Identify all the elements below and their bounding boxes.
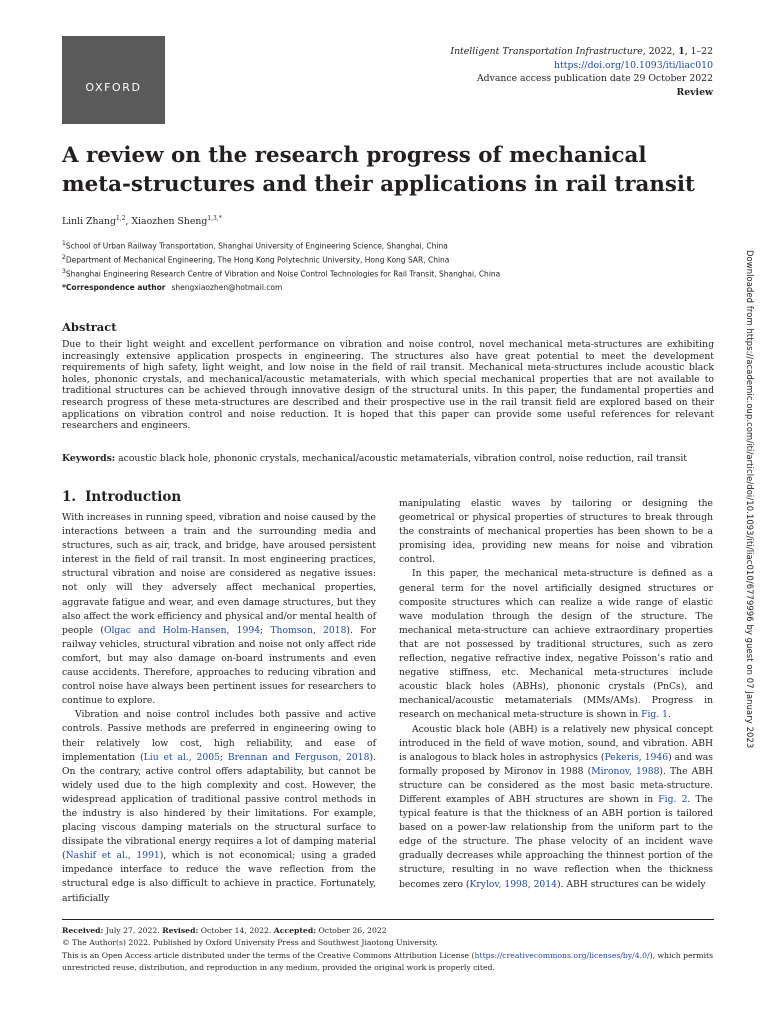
oxford-logo <box>62 36 165 124</box>
section-number: 1. <box>62 489 77 505</box>
paragraph: With increases in running speed, vibration and noise caused by the interactions between a train and the surrounding media and structures, such as air, track, and bridge, have aroused persistent interest in the field of rail transit. In most engineering practices, structural vibration and noise are considered as negative issues: not only will they adversely affect mechanical properties, aggravate fatigue and wear, and even damage structures, but they also affect the work efficiency and physical and/or mental health of people (Olgac and Holm-Hansen, 1994; Thomson, 2018). For railway vehicles, structural vibration and noise not only affect ride comfort, but may also damage on-board instruments and even cause accidents. Therefore, approaches to reducing vibration and control noise have always been pertinent issues for researchers to continue to explore. <box>62 512 376 707</box>
paragraph: In this paper, the mechanical meta-structure is defined as a general term for the novel artificially designed structures or composite structures which can realize a wide range of elastic wave modulation through the design of the structure. The mechanical meta-structure can achieve extraordinary properties that are not possessed by traditional structures, such as zero reflection, negative refractive index, negative Poisson’s ratio and negative stiffness, etc. Mechanical meta-structures include acoustic black holes (ABHs), phononic crystals (PnCs), and mechanical/acoustic metamaterials (MMs/AMs). Progress in research on mechanical meta-structure is shown in Fig. 1. <box>399 568 713 721</box>
journal-name: Intelligent Transportation Infrastructure <box>450 46 643 57</box>
citation-link[interactable]: Pekeris, 1946 <box>604 751 669 763</box>
abstract-heading: Abstract <box>62 320 117 334</box>
author-name: Linli Zhang <box>62 216 116 228</box>
citation-link[interactable]: Krylov, 1998, 2014 <box>469 878 557 890</box>
correspondence-label: *Correspondence author <box>62 283 166 292</box>
citation-link[interactable]: Mironov, 1988 <box>591 765 660 777</box>
author-marks: 1,2 <box>115 215 126 222</box>
doi-link[interactable]: https://doi.org/10.1093/iti/liac010 <box>553 59 713 71</box>
affiliation: $^3$Shanghai Engineering Research Centre of Vibration and Noise Control Technologies for Rail Transit, Shanghai, China <box>62 268 501 279</box>
paragraph: manipulating elastic waves by tailoring or designing the geometrical or physical properties of structures to break through the constraints of mechanical properties has been shown to be a promising idea, providing new means for noise and vibration control. <box>399 498 713 566</box>
journal-volume: 1 <box>678 46 685 57</box>
section-heading <box>62 489 181 505</box>
oxford-logo-text: OXFORD <box>85 81 142 94</box>
abstract-text: Due to their light weight and excellent performance on vibration and noise control, novel mechanical meta-structures are exhibiting increasingly extensive application prospects in engineering. The structures also have great potential to meet the development requirements of high safety, light weight, and low noise in the field of rail transit. Mechanical meta-structures include acoustic black holes, phononic crystals, and mechanical/acoustic metamaterials, with which special mechanical properties that are not available to traditional structures can be achieved through innovative design of the structural units. In this paper, the fundamental properties and research progress of these meta-structures are described and their prospective use in the rail transit field are explored based on their applications on vibration control and noise reduction. It is hoped that this paper can provide some useful references for relevant researchers and engineers. <box>62 339 714 432</box>
footer-divider <box>62 919 714 920</box>
left-column <box>62 511 376 906</box>
article-type: Review <box>676 86 713 98</box>
license-link[interactable]: https://creativecommons.org/licenses/by/4.0/ <box>474 950 650 960</box>
right-column <box>399 497 713 892</box>
citation-link[interactable]: Nashif et al., 1991 <box>65 850 160 862</box>
author-marks: 1,3,* <box>207 215 222 222</box>
affiliations <box>62 238 500 281</box>
citation-link[interactable]: Liu et al., 2005 <box>143 751 220 763</box>
paper-title: A review on the research progress of mechanical meta-structures and their applications in rail transit <box>62 143 695 197</box>
author-name: Xiaozhen Sheng <box>131 216 208 228</box>
section-title: Introduction <box>85 489 182 505</box>
license: This is an Open Access article distributed under the terms of the Creative Commons Attribution License (https://creativecommons.org/licenses/by/4.0/), which permits unrestricted reuse, distribution, and reproduction in any medium, provided the original work is properly cited. <box>62 950 714 972</box>
keywords-text: acoustic black hole, phononic crystals, mechanical/acoustic metamaterials, vibration control, noise reduction, rail transit <box>115 453 688 464</box>
download-watermark: Downloaded from https://academic.oup.com/iti/article/doi/10.1093/iti/liac010/6779996 by guest on 07 January 2023 <box>745 250 755 749</box>
affiliation: $^1$School of Urban Railway Transportation, Shanghai University of Engineering Science, Shanghai, China <box>62 240 448 251</box>
correspondence <box>62 283 282 292</box>
copyright: © The Author(s) 2022. Published by Oxford University Press and Southwest Jiaotong University. <box>62 938 438 948</box>
correspondence-email[interactable]: shengxiaozhen@hotmail.com <box>171 283 283 292</box>
author-list: Linli Zhang$^{1,2}$, Xiaozhen Sheng$^{1,3,*}$ <box>62 215 222 228</box>
keywords <box>62 453 722 464</box>
keywords-label: Keywords: <box>62 453 116 464</box>
affiliation: $^2$Department of Mechanical Engineering, The Hong Kong Polytechnic University, Hong Kong SAR, China <box>62 254 450 265</box>
citation-link[interactable]: Olgac and Holm-Hansen, 1994 <box>103 624 261 636</box>
history-dates: Received: July 27, 2022. Revised: October 14, 2022. Accepted: October 26, 2022 <box>62 926 387 935</box>
journal-info <box>450 45 713 99</box>
journal-citation: Intelligent Transportation Infrastructure, 2022, 1, 1–22 <box>450 46 713 57</box>
citation-link[interactable]: Thomson, 2018 <box>270 624 347 636</box>
footer-notes <box>62 925 722 974</box>
citation-link[interactable]: Brennan and Ferguson, 2018 <box>227 751 370 763</box>
figure-link[interactable]: Fig. 1 <box>641 709 668 721</box>
access-date: Advance access publication date 29 October 2022 <box>476 73 713 85</box>
paragraph: Vibration and noise control includes both passive and active controls. Passive methods are preferred in engineering owing to their relatively low cost, high reliability, and ease of implementation (Liu et al., 2005; Brennan and Ferguson, 2018). On the contrary, active control offers adaptability, but cannot be widely used due to the high complexity and cost. However, the widespread application of traditional passive control methods in the industry is also hindered by their limitations. For example, placing viscous damping materials on the structural surface to dissipate the vibrational energy requires a lot of damping material (Nashif et al., 1991), which is not economical; using a graded impedance interface to reduce the wave reflection from the structural edge is also difficult to achieve in practice. Fortunately, artificially <box>62 709 376 904</box>
paragraph: Acoustic black hole (ABH) is a relatively new physical concept introduced in the field of wave motion, sound, and vibration. ABH is analogous to black holes in astrophysics (Pekeris, 1946) and was formally proposed by Mironov in 1988 (Mironov, 1988). The ABH structure can be considered as the most basic meta-structure. Different examples of ABH structures are shown in Fig. 2. The typical feature is that the thickness of an ABH portion is tailored based on a power-law relationship from the uniform part to the edge of the structure. The phase velocity of an incident wave gradually decreases while approaching the thinnest portion of the structure, resulting in no wave reflection when the thickness becomes zero (Krylov, 1998, 2014). ABH structures can be widely <box>399 723 713 890</box>
figure-link[interactable]: Fig. 2 <box>658 793 688 805</box>
